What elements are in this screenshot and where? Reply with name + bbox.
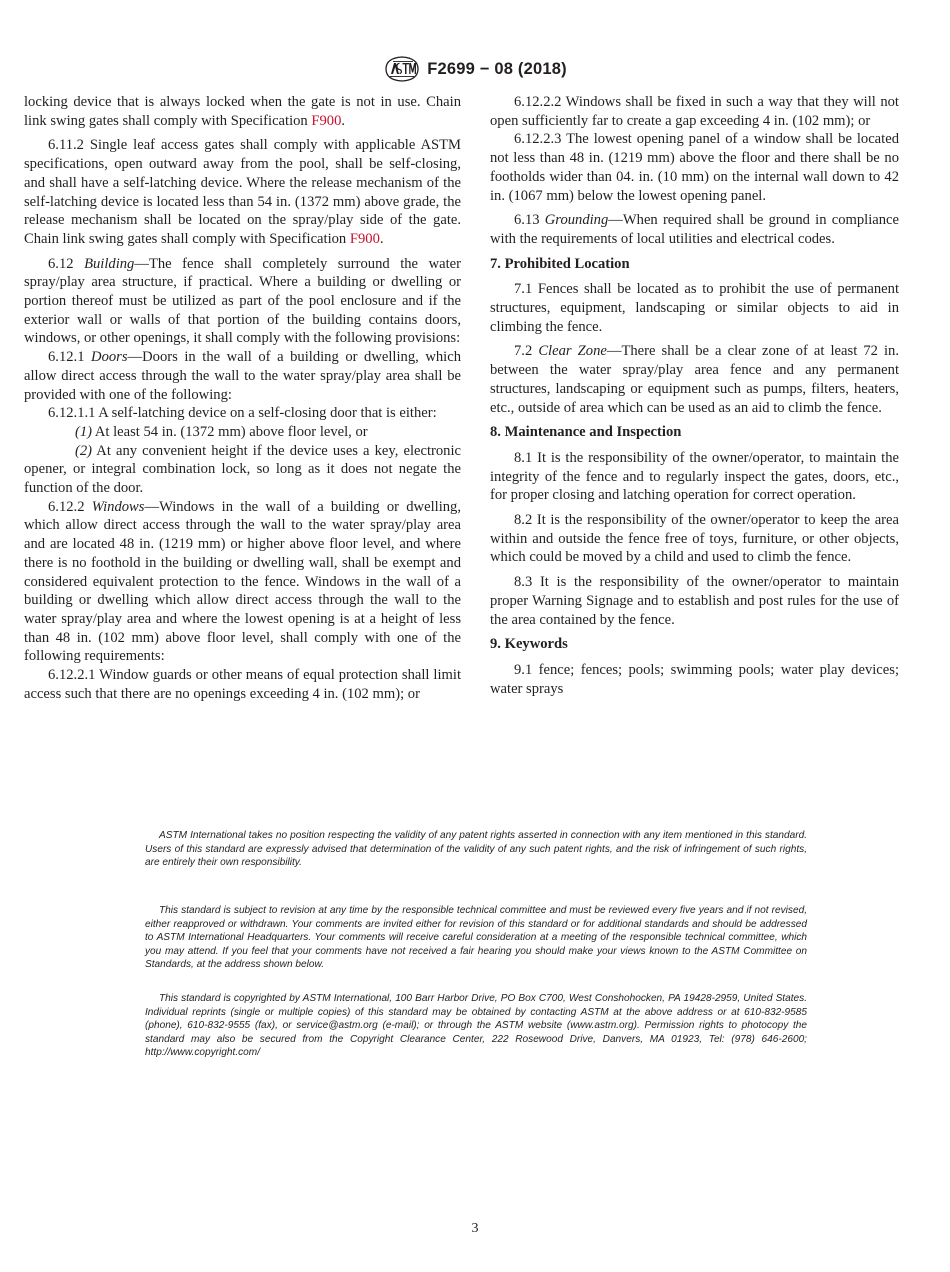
paragraph-6-12: 6.12 Building—The fence shall completely surround the water spray/play area structure, if practical. Where a building or dwelling or portion thereof must be utilized as part of the pool enclosure and if the exterior wall or walls of that portion of the building contains doors, windows, or other openings, it shall comply with the following provisions:	[24, 255, 461, 347]
paragraph-6-12-1-1: 6.12.1.1 A self-latching device on a self-closing door that is either:	[48, 405, 437, 422]
paragraph-8-1: 8.1 It is the responsibility of the owner/operator, to maintain the integrity of the fence and to regularly inspect the gates, doors, etc., for proper closing and latching operation for correct operation.	[490, 449, 899, 504]
paragraph-9-1: 9.1 fence; fences; pools; swimming pools; water play devices; water sprays	[490, 661, 899, 697]
patent-notice-text: ASTM International takes no position respecting the validity of any patent rights asserted in connection with any item mentioned in this standard. Users of this standard are expressly advised that determination of the validity of any such patent rights, and the risk of infringement of such rights, are entirely their own responsibility.	[145, 830, 807, 868]
paragraph-6-12-2-2: 6.12.2.2 Windows shall be fixed in such a way that they will not open sufficiently far to create a gap exceeding 4 in. (102 mm); or	[490, 94, 899, 129]
section-heading-9: 9. Keywords	[490, 636, 568, 653]
paragraph-7-1: 7.1 Fences shall be located as to prohibit the use of permanent structures, equipment, landscaping or similar objects to aid in climbing the fence.	[490, 281, 899, 335]
paragraph-8-2: 8.2 It is the responsibility of the owner/operator to keep the area within and outside the fence free of toys, furniture, or other objects, which could be moved by a child and used to climb the fence.	[490, 512, 899, 566]
section-heading-8: 8. Maintenance and Inspection	[490, 424, 682, 441]
list-item-1: (1) At least 54 in. (1372 mm) above floor level, or	[75, 423, 368, 440]
copyright-notice	[145, 992, 807, 1060]
page-header	[0, 54, 950, 84]
left-column	[24, 93, 461, 704]
list-item-2: (2) At any convenient height if the device uses a key, electronic opener, or integral combination lock, so long as it does not negate the function of the door.	[24, 442, 461, 497]
right-column	[490, 93, 899, 704]
astm-logo-icon	[383, 54, 421, 84]
paragraph-6-12-2-1: 6.12.2.1 Window guards or other means of equal protection shall limit access such that there are no openings exceeding 4 in. (102 mm); or	[24, 667, 461, 702]
paragraph-6-12-1: 6.12.1 Doors—Doors in the wall of a building or dwelling, which allow direct access through the wall to the water spray/play area shall be provided with one of the following:	[24, 349, 461, 403]
paragraph-6-11-2: 6.11.2 Single leaf access gates shall comply with applicable ASTM specifications, open outward away from the pool, shall be self-closing, and shall have a self-latching device. Where the release mechanism of the self-latching device is located less than 54 in. (1372 mm) above grade, the release mechanism shall be located on the spray/play side of the gate. Chain link swing gates shall comply with Specification F900.	[24, 137, 461, 247]
spec-link-f900[interactable]: F900	[349, 230, 380, 247]
paragraph-8-3: 8.3 It is the responsibility of the owner/operator to maintain proper Warning Signage and to establish and post rules for the use of the area contained by the fence.	[490, 574, 899, 628]
revision-notice-text: This standard is subject to revision at any time by the responsible technical committee and must be reviewed every five years and if not revised, either reapproved or withdrawn. Your comments are invited either for revision of this standard or for additional standards and should be addressed to ASTM International Headquarters. Your comments will receive careful consideration at a meeting of the responsible technical committee, which you may attend. If you feel that your comments have not received a fair hearing you should make your views known to the ASTM Committee on Standards, at the address shown below.	[145, 905, 807, 970]
paragraph-6-13: 6.13 Grounding—When required shall be ground in compliance with the requirements of local utilities and electrical codes.	[490, 212, 899, 247]
page-number: 3	[471, 1221, 479, 1236]
section-heading-7: 7. Prohibited Location	[490, 255, 630, 272]
paragraph-6-12-2: 6.12.2 Windows—Windows in the wall of a building or dwelling, which allow direct access through the wall to the water spray/play area and are located 48 in. (1219 mm) or higher above floor level, and where there is no foothold in the building or dwelling wall, shall be exempt and considered equivalent protection to the fence. Windows in the wall of a building or dwelling which allow direct access through the wall to the water spray/play area and where the lowest opening is at a height of less than 48 in. (102 mm) above floor level, shall comply with one of the following requirements:	[24, 498, 461, 665]
copyright-notice-text: This standard is copyrighted by ASTM International, 100 Barr Harbor Drive, PO Box C700, West Conshohocken, PA 19428-2959, United States. Individual reprints (single or multiple copies) of this standard may be obtained by contacting ASTM at the above address or at 610-832-9585 (phone), 610-832-9555 (fax), or service@astm.org (e-mail); or through the ASTM website (www.astm.org). Permission rights to photocopy the standard may also be secured from the Copyright Clearance Center, 222 Rosewood Drive, Danvers, MA 01923, Tel: (978) 646-2600; http://www.copyright.com/	[145, 993, 807, 1058]
standard-designation: F2699 − 08 (2018)	[427, 59, 567, 78]
paragraph-7-2: 7.2 Clear Zone—There shall be a clear zone of at least 72 in. between the water spray/play area fence and any permanent structures, landscaping or equipment such as pumps, filters, heaters, etc., outside of area which can be used as an aid to climb the fence.	[490, 343, 900, 416]
revision-notice	[145, 904, 807, 972]
paragraph-6-11-1-continued: locking device that is always locked when the gate is not in use. Chain link swing gates shall comply with Specification F900.	[24, 94, 461, 129]
patent-notice	[145, 829, 807, 870]
paragraph-6-12-2-3: 6.12.2.3 The lowest opening panel of a window shall be located not less than 48 in. (1219 mm) above the floor and there shall be no footholds wider than 04. in. (10 mm) on the internal wall down to 42 in. (1067 mm) below the lowest opening panel.	[490, 131, 899, 204]
spec-link-f900[interactable]: F900	[311, 112, 342, 129]
